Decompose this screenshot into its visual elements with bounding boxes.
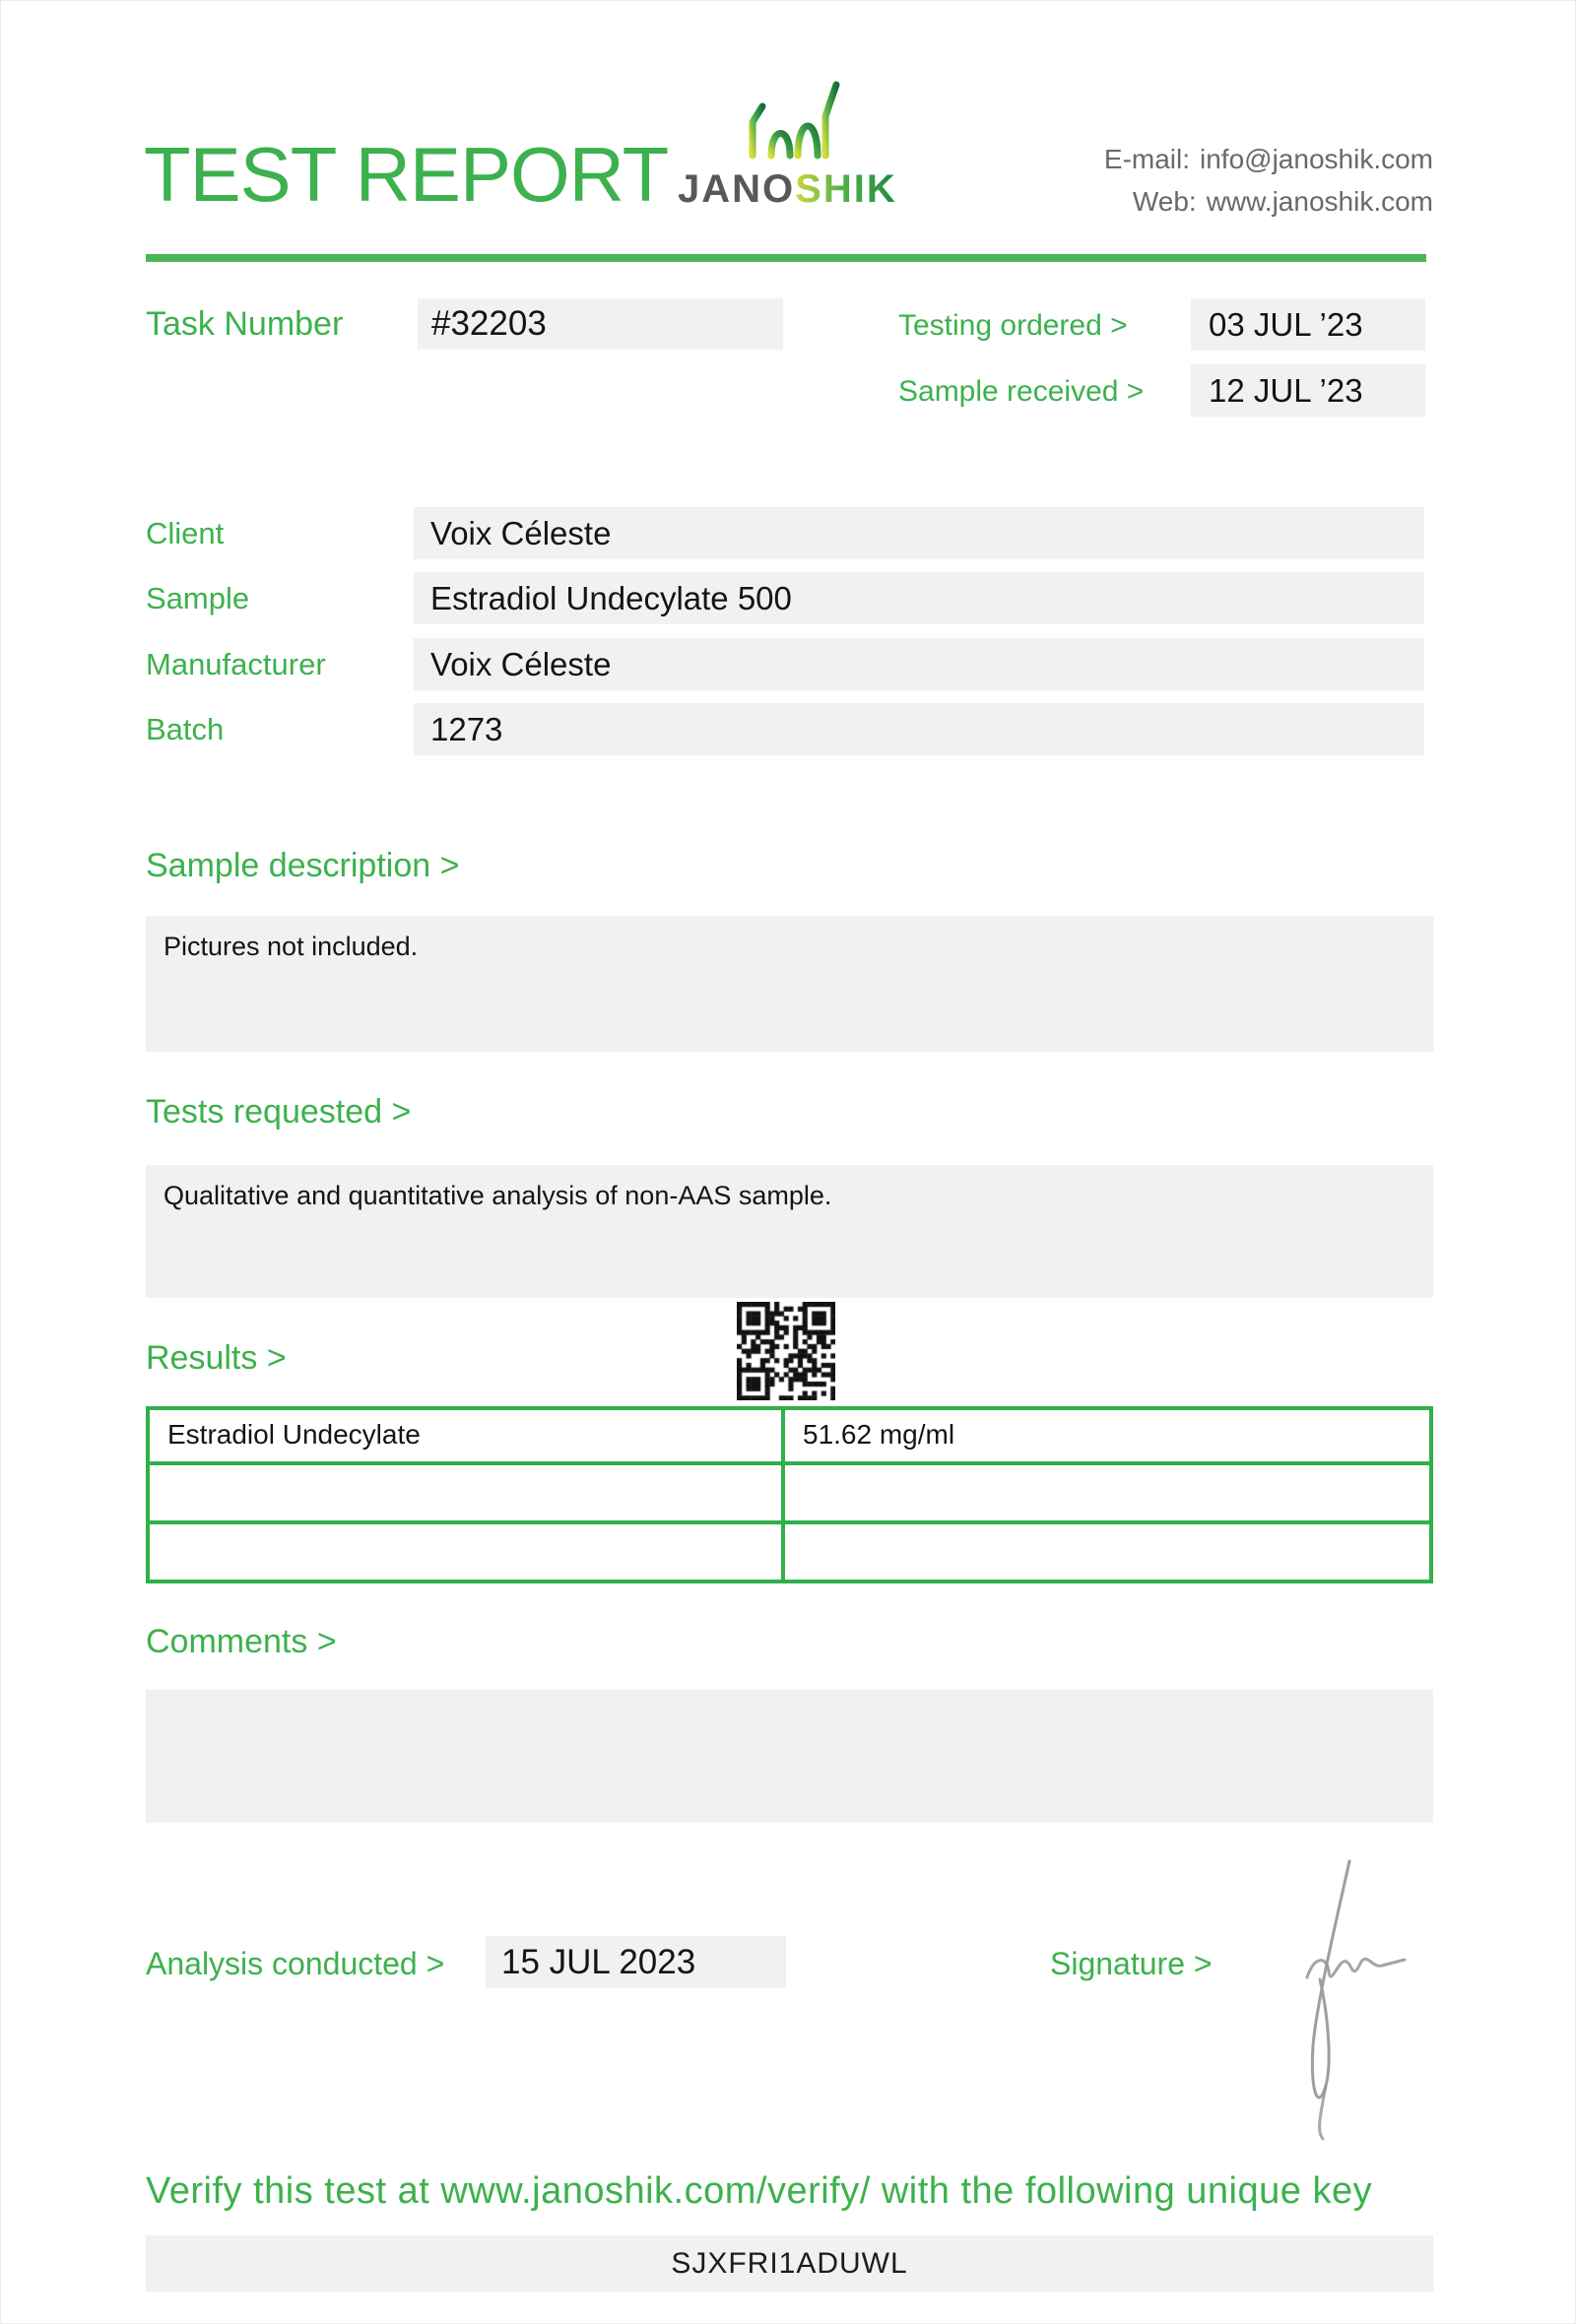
janoshik-logo bbox=[678, 167, 897, 212]
header-divider bbox=[146, 254, 1426, 262]
page-title: TEST REPORT bbox=[144, 131, 669, 218]
client-field bbox=[414, 507, 1424, 559]
results-heading: Results > bbox=[146, 1339, 287, 1377]
tests-requested-heading: Tests requested > bbox=[146, 1093, 412, 1130]
analysis-conducted-label: Analysis conducted > bbox=[146, 1946, 445, 1981]
qr-code bbox=[737, 1302, 835, 1400]
email-label: E-mail: bbox=[1103, 144, 1191, 174]
tests-requested-box bbox=[146, 1165, 1433, 1298]
batch-label: Batch bbox=[146, 712, 225, 746]
contact-email-line bbox=[1104, 138, 1433, 180]
contact-web-line bbox=[1104, 180, 1433, 223]
sample-received-value: 12 JUL ’23 bbox=[1209, 372, 1363, 409]
sample-received-label: Sample received > bbox=[898, 375, 1145, 408]
task-number-value: #32203 bbox=[431, 304, 547, 343]
verify-key-box bbox=[146, 2235, 1433, 2292]
result-concentration: 51.62 mg/ml bbox=[803, 1419, 955, 1450]
results-table bbox=[146, 1406, 1433, 1583]
testing-ordered-label: Testing ordered > bbox=[898, 309, 1128, 342]
task-number-label: Task Number bbox=[146, 305, 344, 343]
logo-shik-text: SHIK bbox=[795, 167, 897, 211]
comments-heading: Comments > bbox=[146, 1623, 337, 1660]
client-value: Voix Céleste bbox=[430, 515, 612, 551]
manufacturer-field bbox=[414, 638, 1424, 690]
logo-jano-text: JANO bbox=[678, 167, 796, 211]
batch-value: 1273 bbox=[430, 711, 503, 747]
email-value: info@janoshik.com bbox=[1200, 144, 1433, 174]
tests-requested-text: Qualitative and quantitative analysis of non-AAS sample. bbox=[164, 1181, 832, 1210]
table-row bbox=[150, 1465, 1429, 1524]
growth-chart-icon bbox=[739, 77, 841, 166]
sample-field bbox=[414, 572, 1424, 624]
signature-image bbox=[1253, 1849, 1440, 2150]
batch-field bbox=[414, 703, 1424, 755]
manufacturer-label: Manufacturer bbox=[146, 647, 326, 681]
verify-instruction: Verify this test at www.janoshik.com/verify/ with the following unique key bbox=[146, 2170, 1373, 2212]
table-row bbox=[150, 1524, 1429, 1580]
result-substance: Estradiol Undecylate bbox=[167, 1419, 421, 1450]
sample-description-heading: Sample description > bbox=[146, 847, 460, 884]
sample-received-field bbox=[1191, 364, 1425, 417]
verify-key: SJXFRI1ADUWL bbox=[671, 2247, 908, 2280]
task-number-field bbox=[418, 298, 783, 350]
web-value: www.janoshik.com bbox=[1206, 186, 1433, 218]
sample-description-text: Pictures not included. bbox=[164, 932, 419, 961]
testing-ordered-field bbox=[1191, 298, 1425, 351]
signature-label: Signature > bbox=[1050, 1946, 1213, 1981]
comments-box bbox=[146, 1690, 1433, 1823]
web-label: Web: bbox=[1132, 186, 1197, 218]
sample-value: Estradiol Undecylate 500 bbox=[430, 580, 792, 616]
contact-block bbox=[1104, 138, 1433, 224]
manufacturer-value: Voix Céleste bbox=[430, 646, 612, 682]
analysis-conducted-field bbox=[486, 1936, 786, 1988]
testing-ordered-value: 03 JUL ’23 bbox=[1209, 306, 1363, 343]
analysis-conducted-value: 15 JUL 2023 bbox=[501, 1943, 696, 1981]
sample-description-box bbox=[146, 916, 1433, 1052]
client-label: Client bbox=[146, 516, 225, 550]
sample-label: Sample bbox=[146, 581, 250, 615]
table-row bbox=[150, 1410, 1429, 1465]
